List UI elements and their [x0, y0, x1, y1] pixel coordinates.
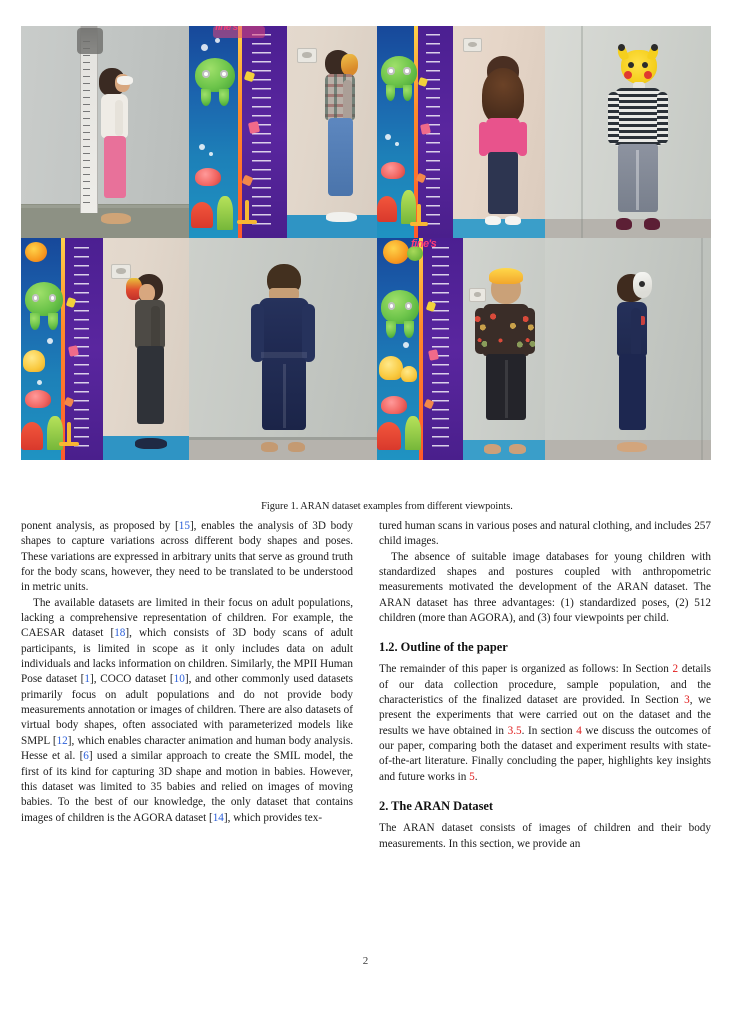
paragraph-component-analysis [21, 519, 353, 596]
spacer [379, 655, 711, 662]
section-reference-4[interactable]: 4 [576, 724, 582, 737]
section-reference-5[interactable]: 5 [469, 770, 475, 783]
text-run: details of our data collection procedure, sample population, and the characteristics of the finalized dataset are provided. In Section [379, 663, 711, 707]
left-column [21, 519, 353, 852]
photo-panel-side-profile-3 [21, 238, 189, 460]
text-run: ], which provides tex- [223, 811, 323, 824]
paragraph-tured-human-scans [379, 519, 711, 550]
photo-grid [21, 26, 711, 460]
text-run: , we present the experiments that were carried out on the dataset and the results we have obtained in [379, 694, 712, 737]
citation-link-18[interactable]: 18 [114, 627, 126, 640]
citation-link-14[interactable]: 14 [212, 811, 224, 824]
text-run: The ARAN dataset consists of images of children and their body measurements. In this section, we provide an [379, 822, 711, 850]
section-reference-3-5[interactable]: 3.5 [507, 724, 522, 737]
paragraph-available-datasets [21, 596, 353, 826]
heading-the-aran-dataset: 2. The ARAN Dataset [379, 799, 494, 814]
paragraph-remainder-organization [379, 662, 711, 785]
paragraph-absence-of-databases [379, 550, 711, 627]
yellow-mask [489, 268, 523, 284]
spacer [379, 785, 711, 798]
photo-panel-side-profile-2 [189, 26, 377, 238]
text-run: ] used a similar approach to create the SMIL model, the first of its kind for capturing 3D shape and motion in babies. However, this dataset was limited to 35 babies and relied on images of moving babies. To the best of our knowledge, the only dataset that contains images of children is the AGORA dataset [ [21, 750, 353, 824]
right-column [379, 519, 711, 852]
text-run: we discuss the outcomes of our paper, comparing both the dataset and experiment results with state-of-the-art literature. Finally concluding the paper, highlights key insights and future works in [379, 724, 711, 783]
citation-link-15[interactable]: 15 [178, 520, 190, 532]
section-reference-2[interactable]: 2 [672, 663, 679, 676]
heading-outline-of-the-paper: 1.2. Outline of the paper [379, 640, 508, 655]
photo-panel-back-2 [189, 238, 377, 460]
text-run: ], which consists of 3D body scans of adult participants, is limited in scope as it only includes data on adult individuals and lacks information on children. Similarly, the MPII Human Pose dataset [ [21, 627, 353, 686]
paragraph-aran-dataset-consists [379, 821, 711, 852]
page-number: 2 [362, 955, 369, 967]
text-run: ], and other commonly used datasets primarily focus on adult populations and do not provide body measurements annotation or images of children. There are also datasets of virtual body shapes, often associated with parameterized models like SMPL [ [21, 673, 354, 747]
figure-caption [42, 500, 731, 513]
text-run: ], COCO dataset [ [90, 673, 174, 686]
citation-link-10[interactable]: 10 [173, 673, 185, 686]
photo-panel-side-profile-1 [21, 26, 189, 238]
photo-panel-front-pikachu [545, 26, 711, 238]
figure-caption-text: Figure 1. ARAN dataset examples from different viewpoints. [261, 501, 513, 512]
text-run: . In section [521, 724, 577, 737]
body-columns [21, 519, 711, 852]
citation-link-12[interactable]: 12 [56, 734, 68, 747]
spacer [379, 626, 711, 639]
section-reference-3[interactable]: 3 [684, 694, 690, 707]
photo-panel-back-1 [377, 26, 545, 238]
citation-link-1[interactable]: 1 [84, 673, 91, 686]
text-run: ], which enables character animation and human body analysis. Hesse et al. [ [21, 734, 353, 763]
text-run: . [474, 770, 478, 783]
text-run: The absence of suitable image databases for young children with standardized shapes and postures coupled with anthropometric measurements motivated the development of the ARAN dataset. The ARAN dataset has three advantages: (1) standardized poses, (2) 512 children (more than AGORA), and (3) four viewpoints per child. [379, 550, 711, 625]
spacer [379, 814, 711, 821]
figure-1 [21, 26, 711, 512]
text-run: ], enables the analysis of 3D body shapes to capture variations across different body shapes and poses. These variations are expressed in arbitrary units that serve as ground truth for the body scans, however, they need to be translated to be understood in metric units. [21, 520, 353, 594]
text-run: tured human scans in various poses and natural clothing, and includes 257 child images. [379, 520, 711, 548]
text-run: The available datasets are limited in their focus on adult populations, lacking a comprehensive representation of children. For example, the CAESAR dataset [ [21, 596, 353, 640]
photo-panel-side-profile-4 [545, 238, 711, 460]
citation-link-6[interactable]: 6 [83, 750, 89, 763]
text-run: ponent analysis, as proposed by [ [21, 520, 179, 532]
photo-panel-front-yellow-mask [377, 238, 545, 460]
text-run: The remainder of this paper is organized as follows: In Section [379, 663, 673, 676]
photo-row-top [21, 26, 711, 238]
photo-row-bottom [21, 238, 711, 460]
